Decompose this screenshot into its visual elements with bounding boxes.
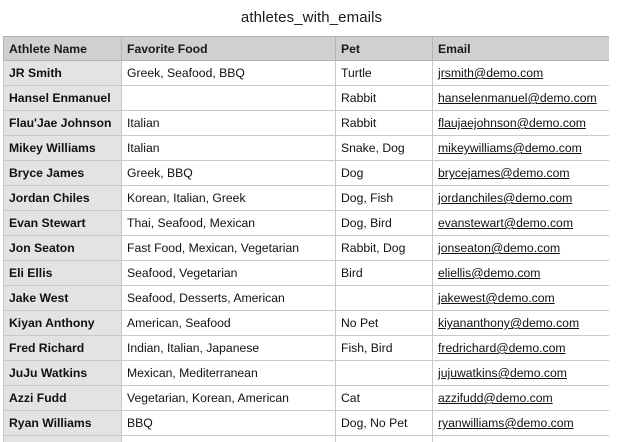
email-cell[interactable]	[433, 86, 610, 111]
pet-cell[interactable]: Dog	[336, 161, 433, 186]
email-link[interactable]: kiyananthony@demo.com	[438, 316, 580, 330]
favorite-food-cell[interactable]: Seafood, Vegetarian	[122, 261, 336, 286]
email-cell[interactable]	[433, 386, 610, 411]
table-row	[4, 361, 610, 386]
pet-cell[interactable]: Rabbit	[336, 111, 433, 136]
email-link[interactable]: flaujaejohnson@demo.com	[438, 116, 586, 130]
athlete-name-cell[interactable]: Bryce James	[4, 161, 122, 186]
athlete-name-cell[interactable]: Azzi Fudd	[4, 386, 122, 411]
email-cell[interactable]	[433, 286, 610, 311]
favorite-food-cell[interactable]: Italian	[122, 136, 336, 161]
email-cell[interactable]	[433, 111, 610, 136]
pet-cell[interactable]: Dog, Fish	[336, 186, 433, 211]
favorite-food-cell[interactable]: Indian, Italian, Japanese	[122, 336, 336, 361]
athlete-name-cell[interactable]: Mikey Williams	[4, 136, 122, 161]
email-cell[interactable]	[433, 336, 610, 361]
athlete-name-cell[interactable]: Jake West	[4, 286, 122, 311]
pet-cell[interactable]	[336, 361, 433, 386]
favorite-food-cell[interactable]	[122, 86, 336, 111]
athlete-name-cell[interactable]: Eli Ellis	[4, 261, 122, 286]
table-row	[4, 86, 610, 111]
favorite-food-cell[interactable]: Italian	[122, 111, 336, 136]
email-link[interactable]: jujuwatkins@demo.com	[438, 366, 567, 380]
email-link[interactable]: hanselenmanuel@demo.com	[438, 91, 597, 105]
table-row	[4, 111, 610, 136]
athlete-name-cell[interactable]: Evan Stewart	[4, 211, 122, 236]
favorite-food-cell[interactable]: Greek, Seafood, BBQ	[122, 61, 336, 86]
table-row	[4, 411, 610, 436]
table-row	[4, 61, 610, 86]
favorite-food-cell[interactable]: Seafood, Desserts, American	[122, 286, 336, 311]
pet-cell[interactable]: Fish, Bird	[336, 336, 433, 361]
table-row	[4, 136, 610, 161]
email-cell[interactable]	[433, 261, 610, 286]
email-link[interactable]: evanstewart@demo.com	[438, 216, 573, 230]
athlete-name-cell[interactable]: Jon Seaton	[4, 236, 122, 261]
pet-cell[interactable]: Dog, No Pet	[336, 411, 433, 436]
email-cell[interactable]	[433, 161, 610, 186]
column-header-favorite-food[interactable]: Favorite Food	[122, 37, 336, 61]
email-cell[interactable]	[433, 236, 610, 261]
table-row	[4, 211, 610, 236]
athlete-name-cell[interactable]: Hansel Enmanuel	[4, 86, 122, 111]
favorite-food-cell[interactable]: American, Seafood	[122, 311, 336, 336]
athlete-name-cell[interactable]: JR Smith	[4, 61, 122, 86]
email-cell[interactable]	[433, 61, 610, 86]
email-link[interactable]: ryanwilliams@demo.com	[438, 416, 574, 430]
email-link[interactable]: jrsmith@demo.com	[438, 66, 544, 80]
pet-cell[interactable]	[336, 436, 433, 442]
athlete-name-cell[interactable]: Ryan Williams	[4, 411, 122, 436]
pet-cell[interactable]: Snake, Dog	[336, 136, 433, 161]
table-body	[4, 61, 610, 442]
email-link[interactable]: jonseaton@demo.com	[438, 241, 561, 255]
table-row	[4, 386, 610, 411]
athlete-name-cell[interactable]: Flau'Jae Johnson	[4, 111, 122, 136]
athlete-name-cell[interactable]: Jordan Chiles	[4, 186, 122, 211]
favorite-food-cell[interactable]: BBQ	[122, 411, 336, 436]
email-cell[interactable]	[433, 186, 610, 211]
email-cell[interactable]	[433, 411, 610, 436]
email-link[interactable]: jordanchiles@demo.com	[438, 191, 573, 205]
athlete-name-cell[interactable]: Kiyan Anthony	[4, 311, 122, 336]
email-link[interactable]: brycejames@demo.com	[438, 166, 570, 180]
email-link[interactable]: eliellis@demo.com	[438, 266, 541, 280]
table-row	[4, 436, 610, 442]
column-header-pet[interactable]: Pet	[336, 37, 433, 61]
pet-cell[interactable]: Turtle	[336, 61, 433, 86]
sheet-title: athletes_with_emails	[240, 9, 383, 26]
table-row	[4, 161, 610, 186]
email-link[interactable]: mikeywilliams@demo.com	[438, 141, 582, 155]
athletes-table	[3, 36, 609, 442]
email-link[interactable]: fredrichard@demo.com	[438, 341, 566, 355]
column-header-athlete-name[interactable]: Athlete Name	[4, 37, 122, 61]
table-row	[4, 236, 610, 261]
athlete-name-cell[interactable]: Fred Richard	[4, 336, 122, 361]
email-link[interactable]: jakewest@demo.com	[438, 291, 555, 305]
table-row	[4, 186, 610, 211]
email-cell[interactable]	[433, 136, 610, 161]
favorite-food-cell[interactable]	[122, 436, 336, 442]
pet-cell[interactable]: Rabbit	[336, 86, 433, 111]
favorite-food-cell[interactable]: Greek, BBQ	[122, 161, 336, 186]
header-row	[4, 37, 610, 61]
email-cell[interactable]	[433, 311, 610, 336]
favorite-food-cell[interactable]: Vegetarian, Korean, American	[122, 386, 336, 411]
favorite-food-cell[interactable]: Mexican, Mediterranean	[122, 361, 336, 386]
table-row	[4, 311, 610, 336]
pet-cell[interactable]: No Pet	[336, 311, 433, 336]
pet-cell[interactable]	[336, 286, 433, 311]
email-link[interactable]: azzifudd@demo.com	[438, 391, 553, 405]
table-row	[4, 286, 610, 311]
pet-cell[interactable]: Rabbit, Dog	[336, 236, 433, 261]
favorite-food-cell[interactable]: Korean, Italian, Greek	[122, 186, 336, 211]
pet-cell[interactable]: Dog, Bird	[336, 211, 433, 236]
table-row	[4, 261, 610, 286]
column-header-email[interactable]: Email	[433, 37, 610, 61]
email-cell[interactable]	[433, 361, 610, 386]
pet-cell[interactable]: Cat	[336, 386, 433, 411]
spreadsheet-table	[3, 36, 609, 442]
table-row	[4, 336, 610, 361]
favorite-food-cell[interactable]: Thai, Seafood, Mexican	[122, 211, 336, 236]
athlete-name-cell[interactable]	[4, 436, 122, 442]
email-cell[interactable]	[433, 436, 610, 442]
athlete-name-cell[interactable]: JuJu Watkins	[4, 361, 122, 386]
pet-cell[interactable]: Bird	[336, 261, 433, 286]
favorite-food-cell[interactable]: Fast Food, Mexican, Vegetarian	[122, 236, 336, 261]
email-cell[interactable]	[433, 211, 610, 236]
